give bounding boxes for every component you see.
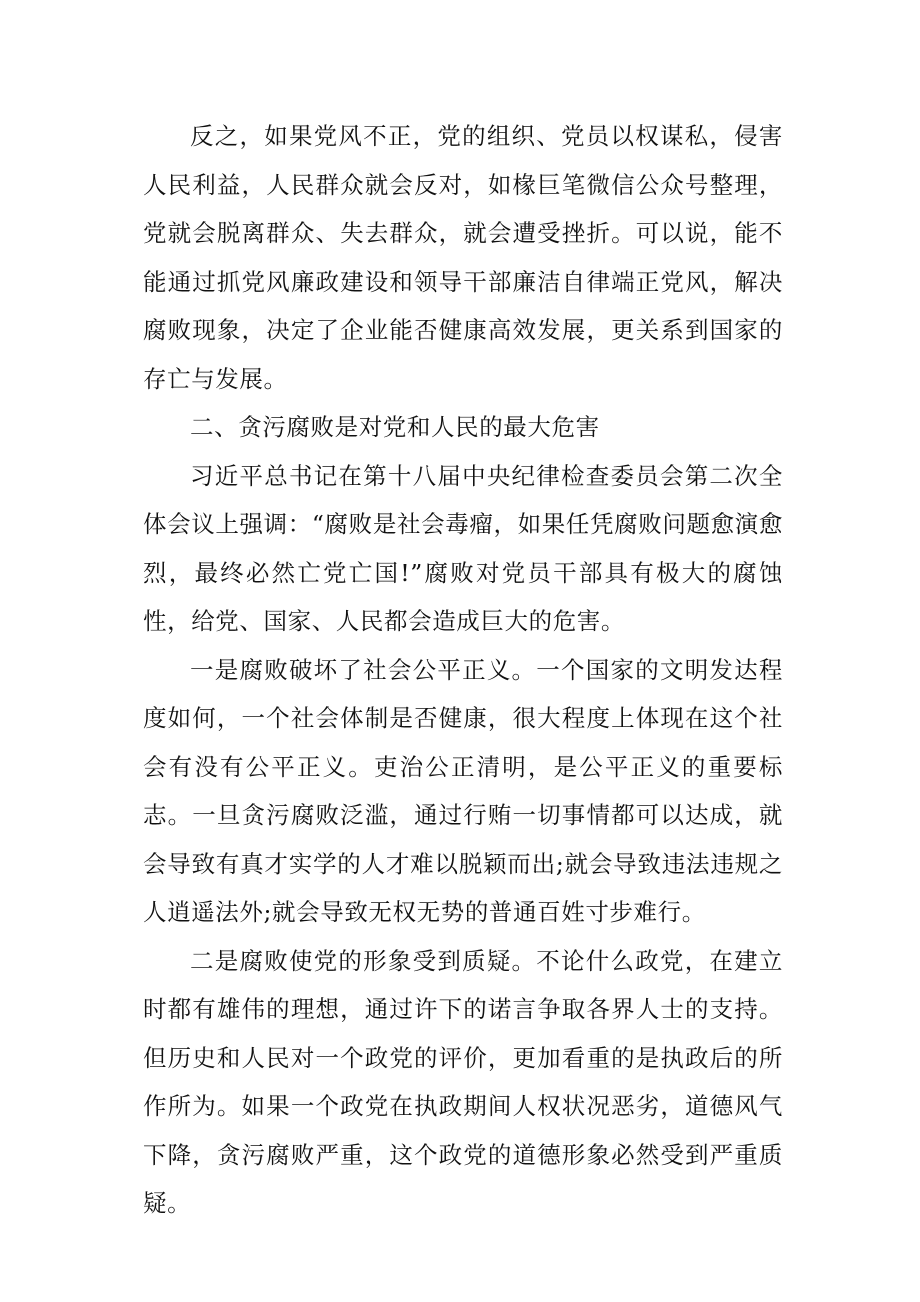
paragraph-xi-quote: 习近平总书记在第十八届中央纪律检查委员会第二次全体会议上强调：“腐败是社会毒瘤，如果任凭腐败问题愈演愈烈，最终必然亡党亡国!”腐败对党员干部具有极大的腐蚀性，给党、国家、人民都会造成巨大的危害。 (143, 461, 783, 635)
paragraph-party-image: 二是腐败使党的形象受到质疑。不论什么政党，在建立时都有雄伟的理想，通过许下的诺言争取各界人士的支持。但历史和人民对一个政党的评价，更加看重的是执政后的所作所为。如果一个政党在执政期间人权状况恶劣，道德风气下降，贪污腐败严重，这个政党的道德形象必然受到严重质疑。 (143, 946, 783, 1217)
document-body (143, 112, 783, 1228)
section-heading-corruption-harm: 二、贪污腐败是对党和人民的最大危害 (190, 413, 600, 441)
paragraph-fairness-justice: 一是腐败破坏了社会公平正义。一个国家的文明发达程度如何，一个社会体制是否健康，很大程度上体现在这个社会有没有公平正义。吏治公正清明，是公平正义的重要标志。一旦贪污腐败泛滥，通过行贿一切事情都可以达成，就会导致有真才实学的人才难以脱颖而出;就会导致违法违规之人逍遥法外;就会导致无权无势的普通百姓寸步难行。 (143, 655, 783, 926)
paragraph-party-style: 反之，如果党风不正，党的组织、党员以权谋私，侵害人民利益，人民群众就会反对，如椽巨笔微信公众号整理，党就会脱离群众、失去群众，就会遭受挫折。可以说，能不能通过抓党风廉政建设和领导干部廉洁自律端正党风，解决腐败现象，决定了企业能否健康高效发展，更关系到国家的存亡与发展。 (143, 122, 783, 393)
